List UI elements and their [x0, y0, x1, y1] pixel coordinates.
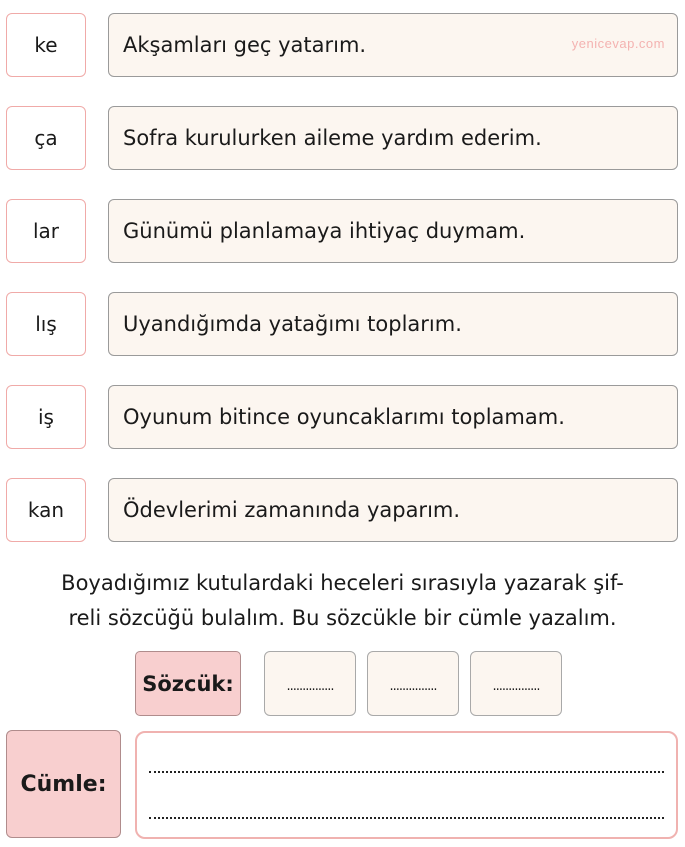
syllable-box [6, 106, 86, 170]
syllable-text: kan [27, 498, 65, 522]
syllable-box [6, 199, 86, 263]
sentence-answer-box[interactable] [135, 731, 678, 839]
watermark: yenicevap.com [571, 36, 665, 51]
word-label [135, 651, 241, 716]
syllable-text: ke [34, 33, 58, 57]
sentence-text: Sofra kurulurken aileme yardım ederim. [123, 126, 542, 150]
syllable-text: lış [35, 312, 57, 336]
sentence-box [108, 478, 678, 542]
sentence-text: Uyandığımda yatağımı toplarım. [123, 312, 462, 336]
syllable-text: lar [32, 219, 60, 243]
instruction-line: Boyadığımız kutulardaki heceleri sırasıyla yazarak şif- [61, 571, 624, 595]
syllable-text: ça [34, 126, 58, 150]
sentence-label [6, 730, 121, 838]
sentence-box [108, 106, 678, 170]
sentence-box [108, 13, 678, 77]
sentence-box [108, 385, 678, 449]
syllable-box [6, 292, 86, 356]
sentence-text: Günümü planlamaya ihtiyaç duymam. [123, 219, 526, 243]
sentence-text: Akşamları geç yatarım. [123, 33, 367, 57]
dotted-line [149, 771, 664, 773]
word-blank-3[interactable] [470, 651, 562, 716]
syllable-box [6, 385, 86, 449]
word-label-text: Sözcük: [142, 671, 234, 696]
syllable-box [6, 478, 86, 542]
sentence-box [108, 199, 678, 263]
sentence-label-text: Cümle: [20, 771, 107, 797]
syllable-text: iş [38, 405, 54, 429]
sentence-text: Oyunum bitince oyuncaklarımı toplamam. [123, 405, 565, 429]
blank-dots: ............... [389, 679, 437, 694]
word-blank-1[interactable] [264, 651, 356, 716]
dotted-line [149, 817, 664, 819]
blank-dots: ............... [492, 679, 540, 694]
sentence-text: Ödevlerimi zamanında yaparım. [123, 498, 461, 522]
instruction-line: reli sözcüğü bulalım. Bu sözcükle bir cümle yazalım. [68, 606, 617, 630]
word-blank-2[interactable] [367, 651, 459, 716]
instruction [0, 566, 685, 636]
sentence-box [108, 292, 678, 356]
syllable-box [6, 13, 86, 77]
blank-dots: ............... [286, 679, 334, 694]
